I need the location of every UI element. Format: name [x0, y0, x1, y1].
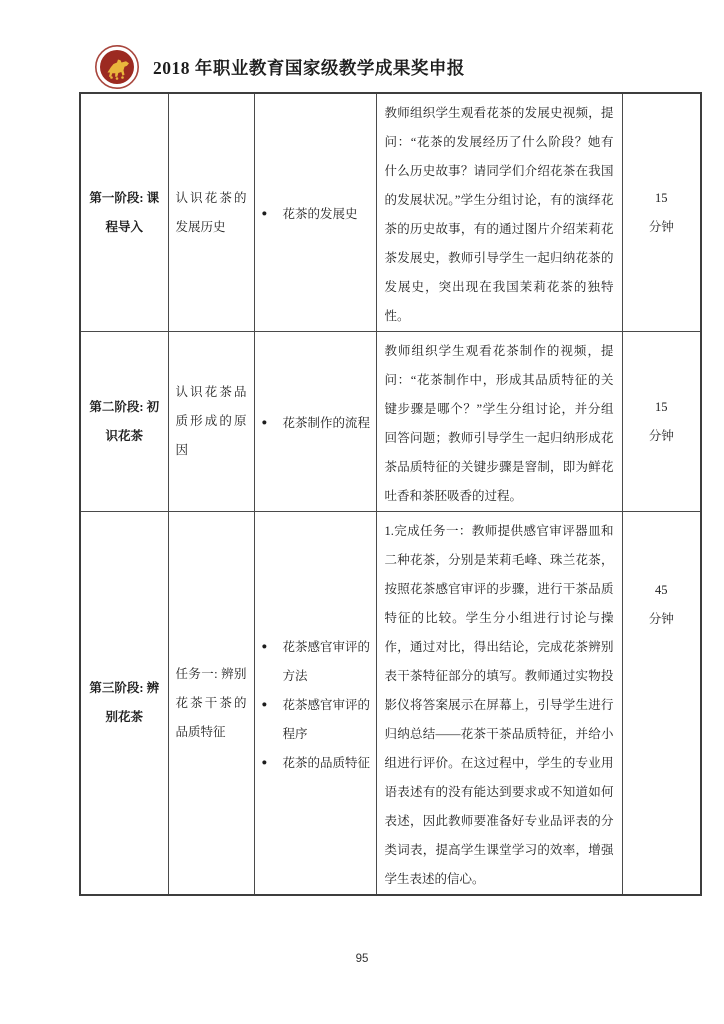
duration-cell — [622, 512, 701, 896]
table-row — [80, 93, 701, 332]
page-header — [94, 44, 465, 90]
description-cell: 教师组织学生观看花茶的发展史视频，提问：“花茶的发展经历了什么阶段？她有什么历史故事？请同学们介绍花茶在我国的发展状况。”学生分组讨论，有的演绎花茶的历史故事，有的通过图片介绍茉莉花茶发展史，教师引导学生一起归纳花茶的发展史，突出现在我国茉莉花茶的独特性。 — [376, 93, 622, 332]
duration-unit: 分钟 — [648, 612, 674, 626]
duration-value: 15 — [655, 399, 668, 414]
stage-cell: 第二阶段: 初识花茶 — [80, 332, 168, 512]
duration-cell — [622, 332, 701, 512]
points-cell — [254, 332, 376, 512]
bullet-icon: ● — [261, 757, 268, 768]
stage-cell: 第三阶段: 辨别花茶 — [80, 512, 168, 896]
bullet-item — [262, 633, 374, 691]
goal-cell: 认识花茶品质形成的原因 — [168, 332, 254, 512]
bullet-item — [262, 409, 374, 438]
bullet-icon: ● — [261, 641, 268, 652]
stage-cell: 第一阶段: 课程导入 — [80, 93, 168, 332]
horse-seal-icon — [94, 44, 140, 90]
bullet-item — [262, 749, 374, 778]
bullet-text: 花茶的品质特征 — [282, 755, 371, 770]
description-cell: 1.完成任务一：教师提供感官审评器皿和二种花茶，分别是茉莉毛峰、珠兰花茶，按照花茶感官审评的步骤，进行干茶品质特征的比较。学生分小组进行讨论与操作，通过对比，得出结论，完成花茶辨别表干茶特征部分的填写。教师通过实物投影仪将答案展示在屏幕上，引导学生进行归纳总结——花茶干茶品质特征，并给小组进行评价。在这过程中，学生的专业用语表述有的没有能达到要求或不知道如何表述，因此教师要准备好专业品评表的分类词表，提高学生课堂学习的效率，增强学生表述的信心。 — [376, 512, 622, 896]
bullet-icon: ● — [261, 209, 268, 219]
lesson-plan-table — [79, 92, 702, 896]
goal-cell: 认识花茶的发展历史 — [168, 93, 254, 332]
bullet-text: 花茶的发展史 — [282, 207, 358, 221]
bullet-icon: ● — [261, 418, 268, 428]
duration-unit: 分钟 — [648, 219, 674, 234]
description-cell: 教师组织学生观看花茶制作的视频，提问：“花茶制作中，形成其品质特征的关键步骤是哪个？”学生分组讨论，并分组回答问题；教师引导学生一起归纳形成花茶品质特征的关键步骤是窨制，即为鲜花吐香和茶胚吸香的过程。 — [376, 332, 622, 512]
table-row — [80, 332, 701, 512]
bullet-item — [262, 200, 374, 229]
lesson-table-body — [80, 93, 701, 895]
goal-cell: 任务一: 辨别花茶干茶的品质特征 — [168, 512, 254, 896]
bullet-text: 花茶感官审评的程序 — [282, 697, 371, 741]
bullet-item — [262, 691, 374, 749]
points-cell — [254, 512, 376, 896]
duration-value: 45 — [655, 583, 668, 597]
bullet-text: 花茶制作的流程 — [282, 416, 371, 430]
points-cell — [254, 93, 376, 332]
bullet-text: 花茶感官审评的方法 — [282, 639, 371, 683]
school-seal-logo — [94, 44, 140, 90]
table-row — [80, 512, 701, 896]
bullet-icon: ● — [261, 699, 268, 710]
duration-value: 15 — [655, 190, 668, 205]
page-footer — [0, 953, 724, 965]
duration-cell — [622, 93, 701, 332]
page-title: 2018 年职业教育国家级教学成果奖申报 — [153, 57, 465, 78]
page-number: 95 — [355, 953, 369, 965]
duration-unit: 分钟 — [648, 428, 674, 443]
